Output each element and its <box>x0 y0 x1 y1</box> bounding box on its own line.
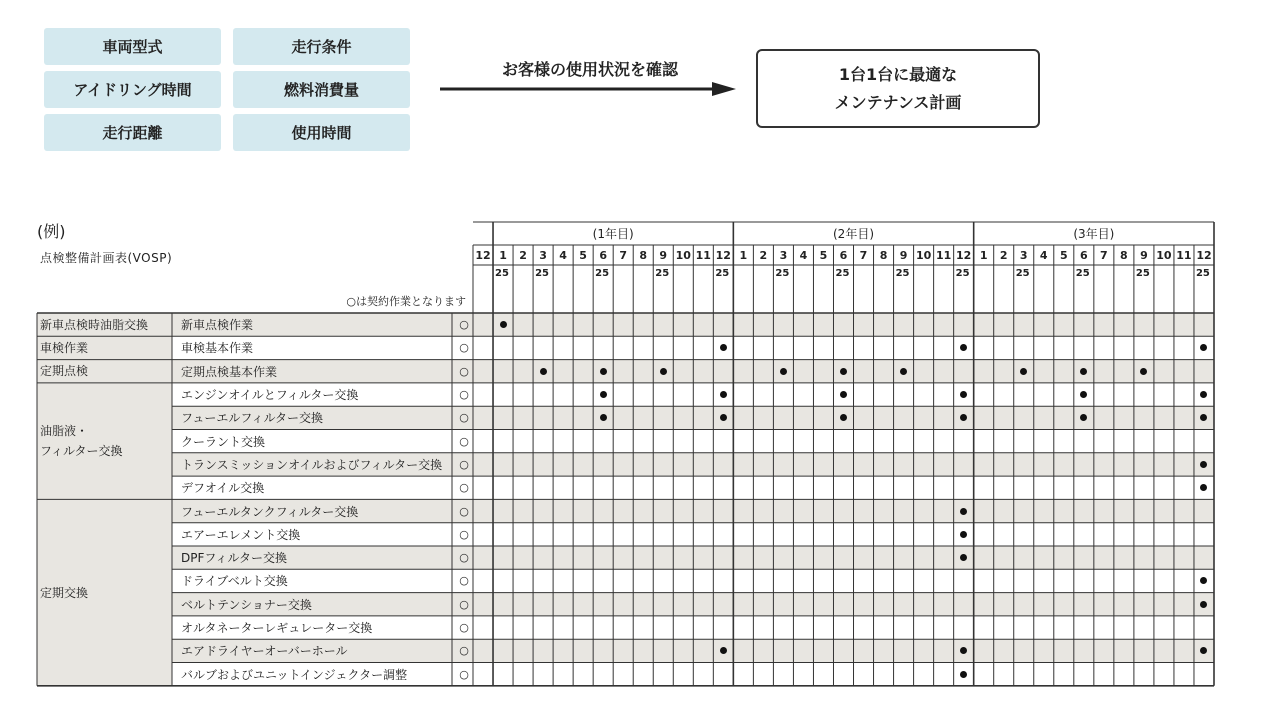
schedule-dot <box>600 391 607 398</box>
month-label: 1 <box>499 248 507 262</box>
contract-mark: ○ <box>459 341 469 355</box>
month-label: 8 <box>639 248 648 262</box>
task-label: バルブおよびユニットインジェクター調整 <box>181 667 408 682</box>
flow-label: お客様の使用状況を確認 <box>501 60 678 79</box>
month-label: 9 <box>1140 248 1148 262</box>
task-label: フューエルタンクフィルター交換 <box>181 504 359 519</box>
category-label <box>40 383 172 500</box>
schedule-dot <box>840 391 847 398</box>
task-label: エアドライヤーオーバーホール <box>181 644 348 659</box>
category-text: 車検作業 <box>40 340 89 355</box>
year-label: (2年目) <box>833 227 874 241</box>
tag-label: 燃料消費量 <box>283 81 359 99</box>
month-label: 7 <box>859 248 868 262</box>
schedule-dot <box>500 321 507 328</box>
month-label: 5 <box>819 248 828 262</box>
task-label: ドライブベルト交換 <box>181 574 288 589</box>
month-label: 11 <box>1176 248 1192 262</box>
schedule-dot <box>1020 368 1027 375</box>
month-label: 9 <box>899 248 908 262</box>
day-label: 25 <box>1015 268 1030 279</box>
month-label: 9 <box>659 248 668 262</box>
category-label <box>40 360 172 383</box>
day-label: 25 <box>595 268 610 279</box>
month-label: 10 <box>915 248 932 262</box>
contract-mark: ○ <box>459 364 469 378</box>
month-label: 8 <box>879 248 888 262</box>
contract-mark: ○ <box>459 388 469 402</box>
category-text: 新車点検時油脂交換 <box>40 317 149 332</box>
day-label: 25 <box>1135 268 1150 279</box>
schedule-dot <box>900 368 907 375</box>
contract-mark: ○ <box>459 481 469 495</box>
month-label: 1 <box>979 248 988 262</box>
tag-label: 使用時間 <box>291 124 352 142</box>
contract-mark: ○ <box>459 504 469 518</box>
task-label: オルタネーターレギュレーター交換 <box>181 621 373 636</box>
schedule-dot <box>720 391 727 398</box>
day-label: 25 <box>895 268 910 279</box>
task-label: フューエルフィルター交換 <box>181 411 323 426</box>
month-label: 12 <box>715 248 731 262</box>
year-label: (3年目) <box>1073 227 1115 241</box>
month-label: 6 <box>1079 248 1088 262</box>
category-label <box>40 499 172 685</box>
schedule-dot <box>960 671 967 678</box>
task-label: DPFフィルター交換 <box>181 551 287 566</box>
month-label: 7 <box>619 248 628 262</box>
month-label: 1 <box>739 248 748 262</box>
day-label: 25 <box>715 268 730 279</box>
month-label: 6 <box>599 248 607 262</box>
month-label: 11 <box>935 248 952 262</box>
schedule-dot <box>960 508 967 515</box>
month-label: 4 <box>559 248 567 262</box>
month-label: 3 <box>779 248 788 262</box>
category-text: 油脂液・ フィルター交換 <box>40 424 123 459</box>
month-label: 7 <box>1100 248 1108 262</box>
task-label: 車検基本作業 <box>181 341 254 356</box>
contract-note: ○は契約作業となります <box>346 295 466 308</box>
schedule-dot <box>840 368 847 375</box>
day-label: 25 <box>775 268 790 279</box>
schedule-dot <box>600 368 607 375</box>
month-label: 8 <box>1120 248 1128 262</box>
contract-mark: ○ <box>459 574 469 588</box>
month-label: 11 <box>695 248 711 262</box>
contract-mark: ○ <box>459 621 469 635</box>
day-label: 25 <box>535 268 549 279</box>
month-label: 2 <box>759 248 768 262</box>
day-label: 25 <box>655 268 670 279</box>
contract-mark: ○ <box>459 597 469 611</box>
month-label: 6 <box>839 248 848 262</box>
tag-label: アイドリング時間 <box>73 81 192 99</box>
tag-label: 走行条件 <box>291 38 352 56</box>
month-label: 12 <box>475 248 491 262</box>
month-label: 4 <box>1039 248 1048 262</box>
task-label: エンジンオイルとフィルター交換 <box>181 388 359 403</box>
category-text: 定期点検 <box>40 364 89 379</box>
contract-mark: ○ <box>459 527 469 541</box>
month-label: 3 <box>1019 248 1028 262</box>
schedule-dot <box>600 414 607 421</box>
task-label: クーラント交換 <box>181 434 266 449</box>
task-label: エアーエレメント交換 <box>181 527 301 542</box>
month-label: 12 <box>955 248 972 262</box>
contract-mark: ○ <box>459 434 469 448</box>
task-label: トランスミッションオイルおよびフィルター交換 <box>181 457 443 472</box>
schedule-dot <box>780 368 787 375</box>
month-label: 12 <box>1196 248 1212 262</box>
table-title: 点検整備計画表(VOSP) <box>40 251 173 265</box>
month-label: 10 <box>1156 248 1172 262</box>
contract-mark: ○ <box>459 644 469 658</box>
contract-mark: ○ <box>459 667 469 681</box>
contract-mark: ○ <box>459 457 469 471</box>
schedule-dot <box>960 531 967 538</box>
category-label <box>40 336 172 359</box>
month-label: 10 <box>675 248 691 262</box>
schedule-dot <box>660 368 667 375</box>
tag-label: 車両型式 <box>102 38 163 56</box>
month-label: 2 <box>999 248 1008 262</box>
schedule-dot <box>540 368 547 375</box>
day-label: 25 <box>495 268 509 279</box>
month-label: 2 <box>519 248 527 262</box>
month-label: 5 <box>579 248 587 262</box>
task-label: 定期点検基本作業 <box>181 364 278 379</box>
month-label: 4 <box>799 248 808 262</box>
day-label: 25 <box>1075 268 1090 279</box>
day-label: 25 <box>835 268 850 279</box>
task-label: 新車点検作業 <box>181 318 254 333</box>
month-label: 5 <box>1059 248 1068 262</box>
example-label: (例) <box>37 222 66 241</box>
day-label: 25 <box>1195 268 1210 279</box>
result-line: メンテナンス計画 <box>834 92 962 112</box>
contract-mark: ○ <box>459 318 469 332</box>
month-label: 3 <box>539 248 547 262</box>
day-label: 25 <box>955 268 970 279</box>
contract-mark: ○ <box>459 551 469 565</box>
task-label: ベルトテンショナー交換 <box>181 597 312 612</box>
category-text: 定期交換 <box>40 585 89 600</box>
category-label <box>40 313 172 336</box>
result-line: 1台1台に最適な <box>838 64 958 84</box>
task-label: デフオイル交換 <box>181 481 265 496</box>
tag-label: 走行距離 <box>102 124 163 142</box>
year-label: (1年目) <box>592 227 634 241</box>
contract-mark: ○ <box>459 411 469 425</box>
